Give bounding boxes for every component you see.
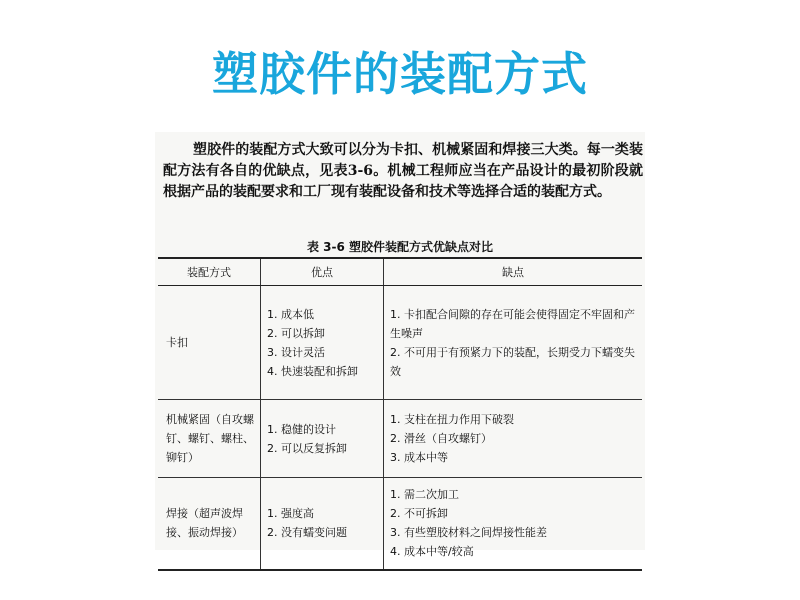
pros-item: 2. 没有蠕变问题 [267,526,347,540]
pros-item: 1. 成本低 [267,307,314,321]
pros-item: 4. 快速装配和拆卸 [267,364,358,378]
table-caption: 表 3-6 塑胶件装配方式优缺点对比 [306,240,494,254]
header-cons: 缺点 [384,258,643,286]
intro-text: 塑胶件的装配方式大致可以分为卡扣、机械紧固和焊接三大类。每一类装配方法有各自的优缺点，见表3-6。机械工程师应当在产品设计的最初阶段就根据产品的装配要求和工厂现有装配设备和技术等选择合适的装配方式。 [163,142,643,200]
header-method: 装配方式 [158,258,261,286]
pros-item: 2. 可以拆卸 [267,326,325,340]
pros-item: 2. 可以反复拆卸 [267,441,347,455]
pros-item: 1. 稳健的设计 [267,422,336,436]
pros-cell [261,400,384,478]
method-cell: 焊接（超声波焊接、振动焊接） [166,507,243,540]
table-header-row [158,258,642,286]
cons-item: 4. 成本中等/较高 [390,545,474,559]
pros-item: 1. 强度高 [267,507,314,521]
pros-item: 3. 设计灵活 [267,345,325,359]
pros-cell [261,478,384,570]
cons-cell [384,400,643,478]
pros-cell [261,286,384,400]
cons-item: 3. 成本中等 [390,451,448,464]
cons-item: 1. 卡扣配合间隙的存在可能会使得固定不牢固和产生噪声 [390,307,635,340]
cons-item: 1. 需二次加工 [390,488,459,502]
cons-item: 2. 不可拆卸 [390,507,448,521]
cons-item: 2. 滑丝（自攻螺钉） [390,432,492,445]
intro-paragraph [163,140,643,203]
comparison-table [158,257,642,571]
table-row [158,286,642,400]
table-row [158,400,642,478]
table-row [158,478,642,570]
method-cell: 机械紧固（自攻螺钉、螺钉、螺柱、铆钉） [166,413,254,464]
header-pros: 优点 [261,258,384,286]
slide-title: 塑胶件的装配方式 [212,47,588,101]
cons-item: 1. 支柱在扭力作用下破裂 [390,413,514,426]
cons-cell [384,286,643,400]
method-cell: 卡扣 [166,336,188,349]
cons-cell [384,478,643,570]
cons-item: 3. 有些塑胶材料之间焊接性能差 [390,526,547,540]
cons-item: 2. 不可用于有预紧力下的装配，长期受力下蠕变失效 [390,345,635,378]
